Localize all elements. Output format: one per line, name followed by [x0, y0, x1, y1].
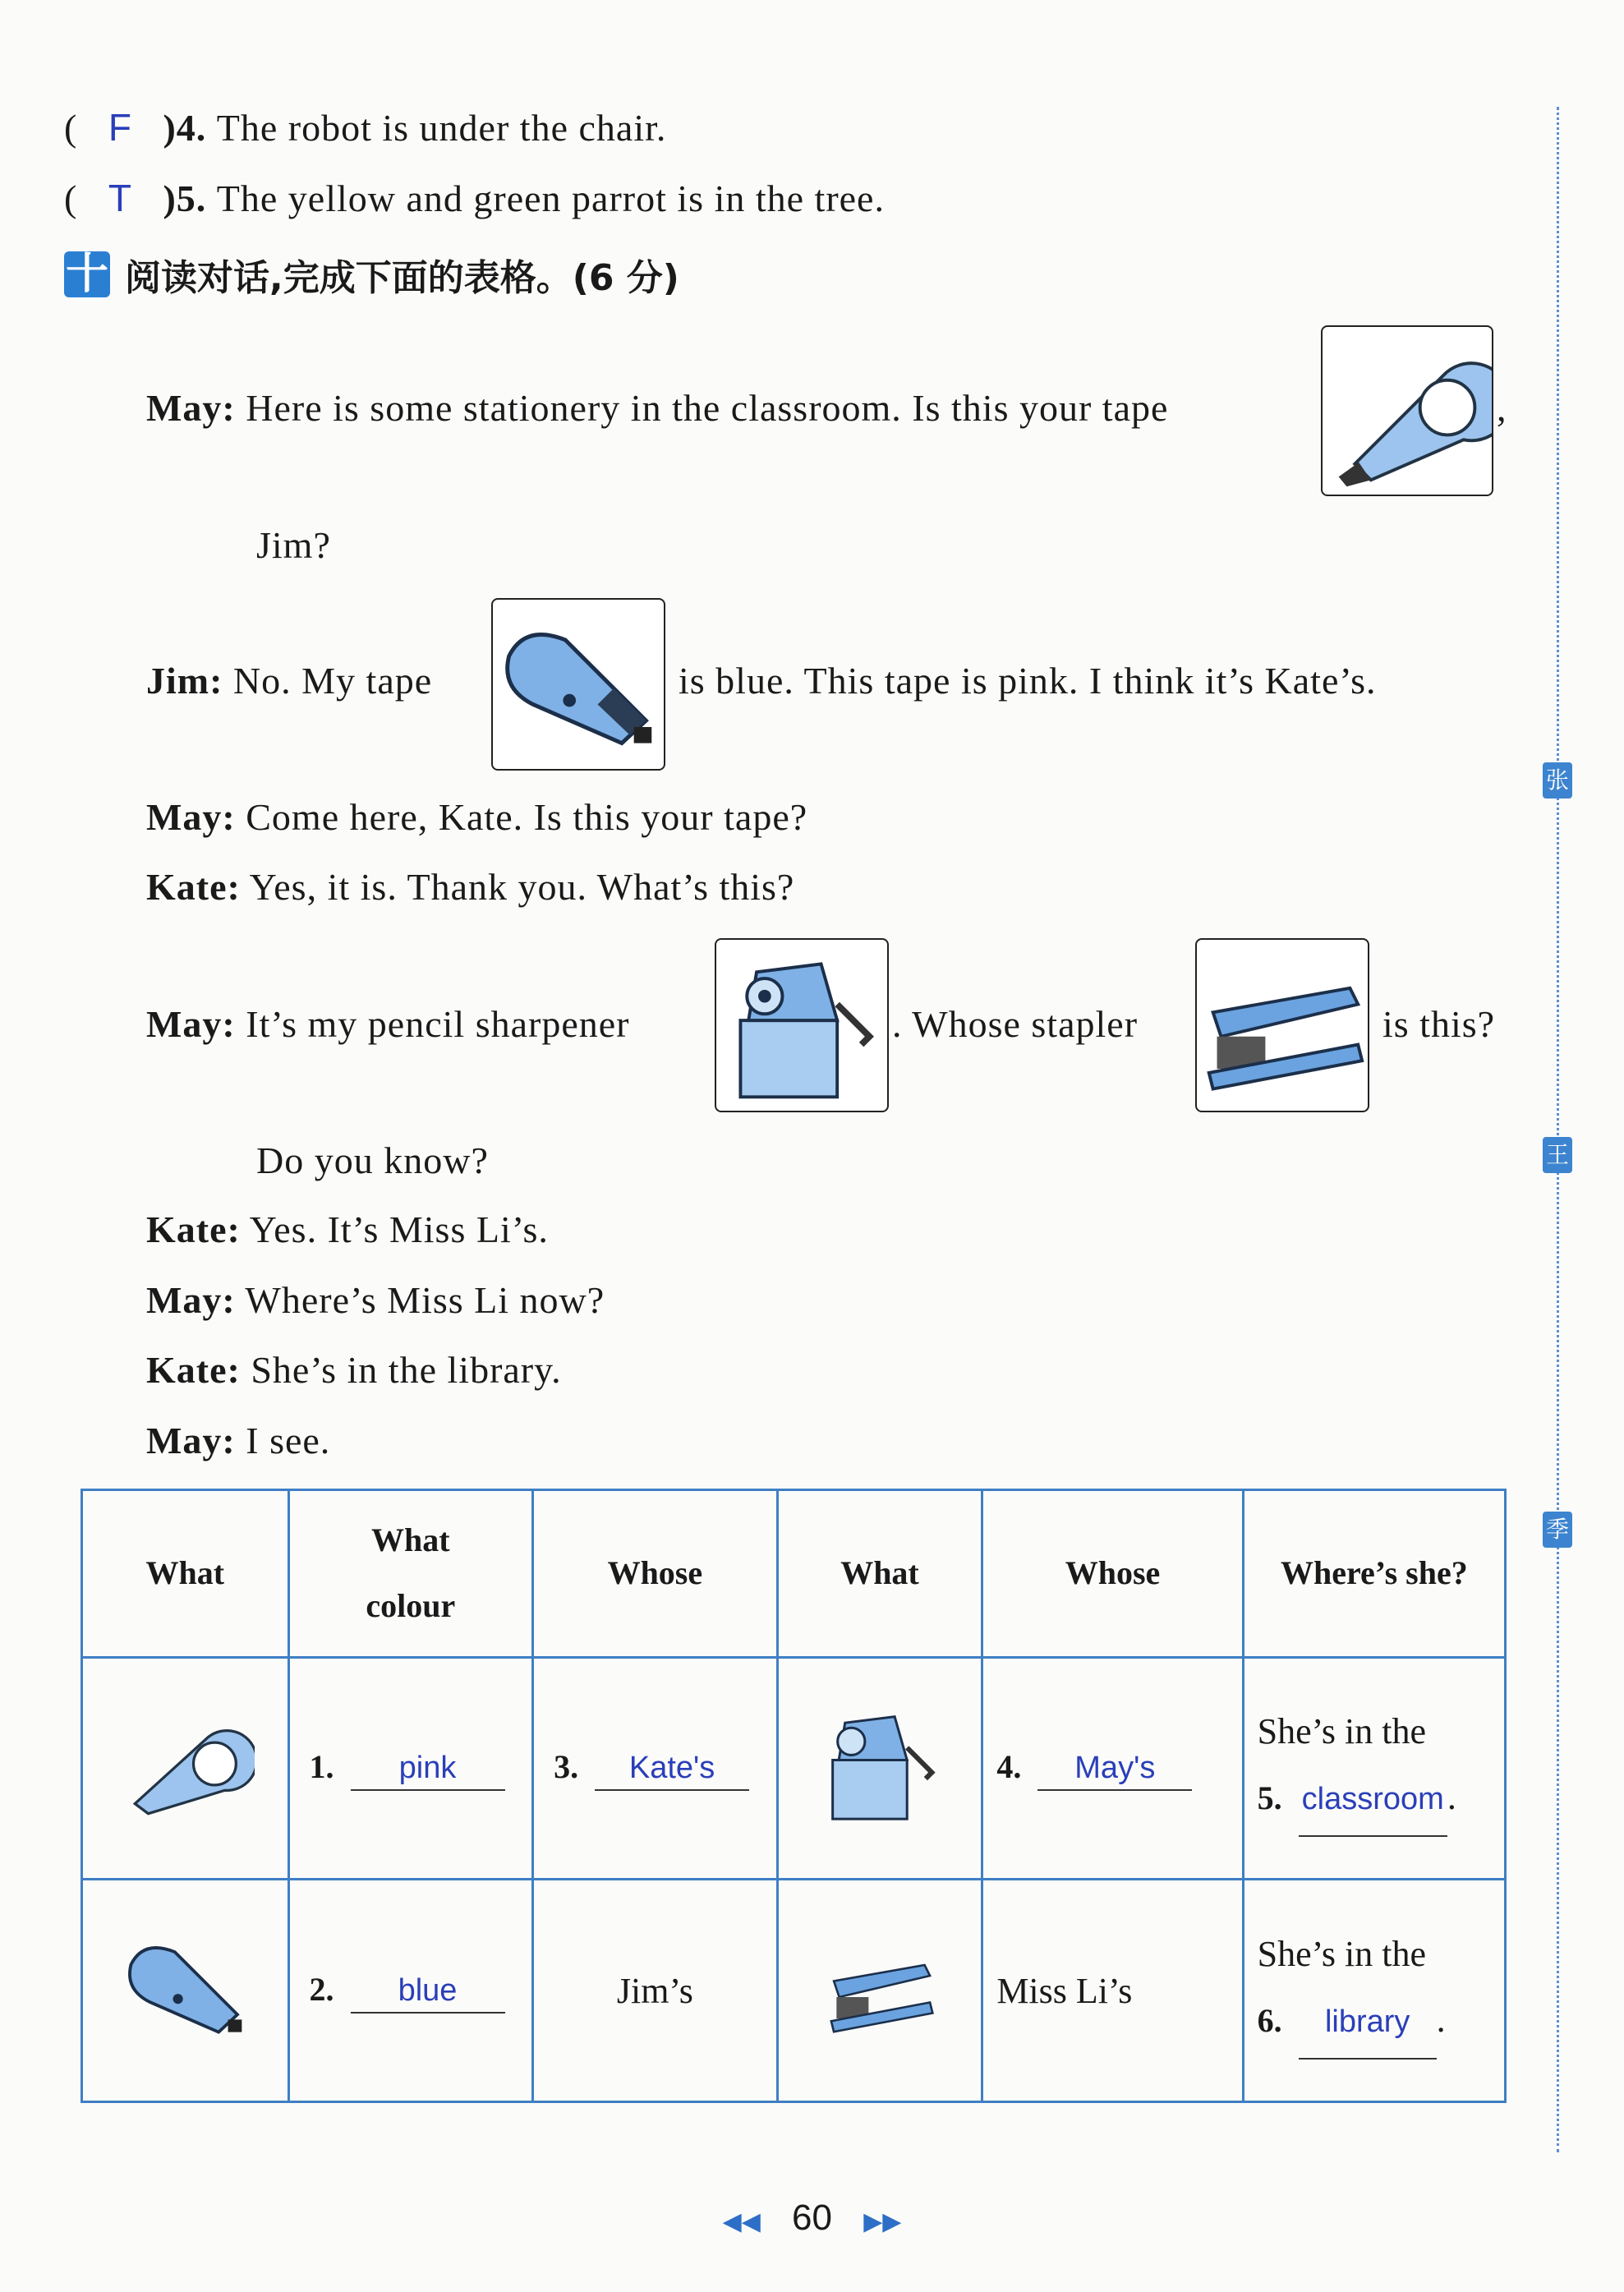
- dialogue-line-5b: . Whose stapler: [892, 1003, 1139, 1045]
- blank-number: 2.: [309, 1971, 334, 2009]
- answer-blank-5[interactable]: classroom: [1299, 1766, 1447, 1837]
- answer-table: [81, 1489, 1507, 2103]
- header-what: What: [82, 1490, 289, 1658]
- line-text: Come here, Kate. Is this your tape?: [246, 796, 808, 838]
- dialogue-line-5d: Do you know?: [256, 1139, 489, 1181]
- where-text: She’s in the: [1257, 1711, 1426, 1752]
- answer-blank-4[interactable]: May's: [1037, 1751, 1192, 1791]
- dialogue-line-1b: Jim?: [256, 524, 331, 566]
- pencil-sharpener-icon: [716, 940, 887, 1111]
- dialogue-line-7: [146, 1278, 605, 1322]
- speaker: Kate:: [146, 1208, 241, 1250]
- row1-where-cell: [1243, 1657, 1505, 1880]
- row2-stapler-cell: [777, 1880, 982, 2102]
- row2-whose-cell: Jim’s: [533, 1880, 778, 2102]
- header-colour: colour: [366, 1587, 456, 1625]
- dialogue-line-4: [146, 865, 794, 909]
- table-row: [82, 1880, 1506, 2102]
- answer-blank-2[interactable]: blue: [351, 1973, 505, 2014]
- line-text: Here is some stationery in the classroom. Is this your tape: [246, 387, 1169, 429]
- speaker: May:: [146, 796, 236, 838]
- table-row: [82, 1657, 1506, 1880]
- line-text: She’s in the library.: [251, 1349, 562, 1391]
- correction-tape-blue-icon: [111, 1921, 259, 2052]
- line-text: No. My tape: [232, 660, 433, 702]
- header-what-2: What: [371, 1521, 450, 1559]
- side-tab-3: 季: [1543, 1512, 1572, 1548]
- correction-tape-blue-icon: [493, 600, 664, 769]
- tf-text-5: The yellow and green parrot is in the tree.: [216, 177, 885, 219]
- dialogue-line-9: [146, 1419, 330, 1462]
- tf-number-4: )4.: [163, 107, 207, 149]
- dialogue-line-6: [146, 1208, 549, 1251]
- blank-number: 4.: [996, 1748, 1022, 1786]
- tf-item-5: ( T )5. The yellow and green parrot is in the tree.: [64, 177, 885, 219]
- next-page-icon[interactable]: ▶▶: [863, 2208, 902, 2235]
- correction-tape-icon: [1323, 327, 1492, 495]
- header-whose: Whose: [533, 1490, 778, 1658]
- answer-blank-1[interactable]: pink: [351, 1751, 505, 1791]
- side-dotted-line: [1557, 107, 1559, 2152]
- side-tab-2: 王: [1543, 1137, 1572, 1173]
- header-what-colour: [288, 1490, 533, 1658]
- page-number: 60: [792, 2198, 832, 2238]
- speaker: May:: [146, 1420, 236, 1461]
- speaker: May:: [146, 1279, 236, 1321]
- row2-whose2-cell: Miss Li’s: [982, 1880, 1243, 2102]
- line-text: I see.: [246, 1420, 331, 1461]
- table-header-row: [82, 1490, 1506, 1658]
- row1-sharpener-cell: [777, 1657, 982, 1880]
- answer-blank-3[interactable]: Kate's: [595, 1751, 749, 1791]
- dialogue-line-5c: is this?: [1382, 1003, 1496, 1045]
- speaker: Kate:: [146, 1349, 241, 1391]
- line-end: ,: [1497, 387, 1507, 429]
- prev-page-icon[interactable]: ◀◀: [722, 2208, 761, 2235]
- row2-where-cell: [1243, 1880, 1505, 2102]
- period: .: [1447, 1777, 1456, 1818]
- blank-number: 6.: [1257, 2002, 1282, 2040]
- blank-number: 3.: [554, 1748, 579, 1786]
- section-number-icon: 十: [65, 250, 108, 299]
- side-tab-1: 张: [1543, 762, 1572, 799]
- dialogue-line-8: [146, 1348, 562, 1392]
- dialogue-line-5a: [146, 1002, 630, 1046]
- line-text: It’s my pencil sharpener: [246, 1003, 630, 1045]
- stapler-image: [1195, 938, 1369, 1112]
- dialogue-line-2a: [146, 659, 432, 702]
- row1-whose-cell: [533, 1657, 778, 1880]
- dialogue-line-3: [146, 795, 807, 839]
- header-where: Where’s she?: [1243, 1490, 1505, 1658]
- tf-text-4: The robot is under the chair.: [216, 107, 667, 149]
- tf-item-4: ( F )4. The robot is under the chair.: [64, 106, 667, 149]
- tf-answer-4: F: [108, 106, 132, 149]
- row1-tape-cell: [82, 1657, 289, 1880]
- pencil-sharpener-icon: [814, 1682, 945, 1846]
- header-what-2nd: What: [777, 1490, 982, 1658]
- tape-pink-image: [1321, 325, 1493, 496]
- line-text: Where’s Miss Li now?: [245, 1279, 605, 1321]
- period: .: [1436, 2000, 1446, 2041]
- stapler-icon: [798, 1933, 962, 2040]
- speaker: Kate:: [146, 866, 241, 908]
- line-text: Yes, it is. Thank you. What’s this?: [249, 866, 795, 908]
- pencil-sharpener-image: [715, 938, 889, 1112]
- blank-number: 1.: [309, 1748, 334, 1786]
- speaker: May:: [146, 387, 236, 429]
- speaker: May:: [146, 1003, 236, 1045]
- section-title: 阅读对话,完成下面的表格。(6 分): [125, 257, 679, 299]
- page-footer: [0, 2198, 1624, 2239]
- row1-colour-cell: [288, 1657, 533, 1880]
- tf-number-5: )5.: [163, 177, 207, 219]
- where-text: She’s in the: [1257, 1934, 1426, 1975]
- row1-whose2-cell: [982, 1657, 1243, 1880]
- line-text: Yes. It’s Miss Li’s.: [249, 1208, 549, 1250]
- dialogue-line-1: [146, 386, 1168, 430]
- row2-tape-cell: [82, 1880, 289, 2102]
- answer-blank-6[interactable]: library: [1299, 1989, 1437, 2060]
- header-whose-2nd: Whose: [982, 1490, 1243, 1658]
- speaker: Jim:: [146, 660, 223, 702]
- dialogue-line-2b: is blue. This tape is pink. I think it’s Kate’s.: [679, 660, 1377, 702]
- correction-tape-icon: [115, 1710, 255, 1817]
- tf-answer-5: T: [108, 177, 132, 219]
- row2-colour-cell: [288, 1880, 533, 2102]
- stapler-icon: [1197, 940, 1368, 1111]
- section-heading: [64, 248, 679, 301]
- blank-number: 5.: [1257, 1779, 1282, 1817]
- tape-blue-image: [491, 598, 665, 771]
